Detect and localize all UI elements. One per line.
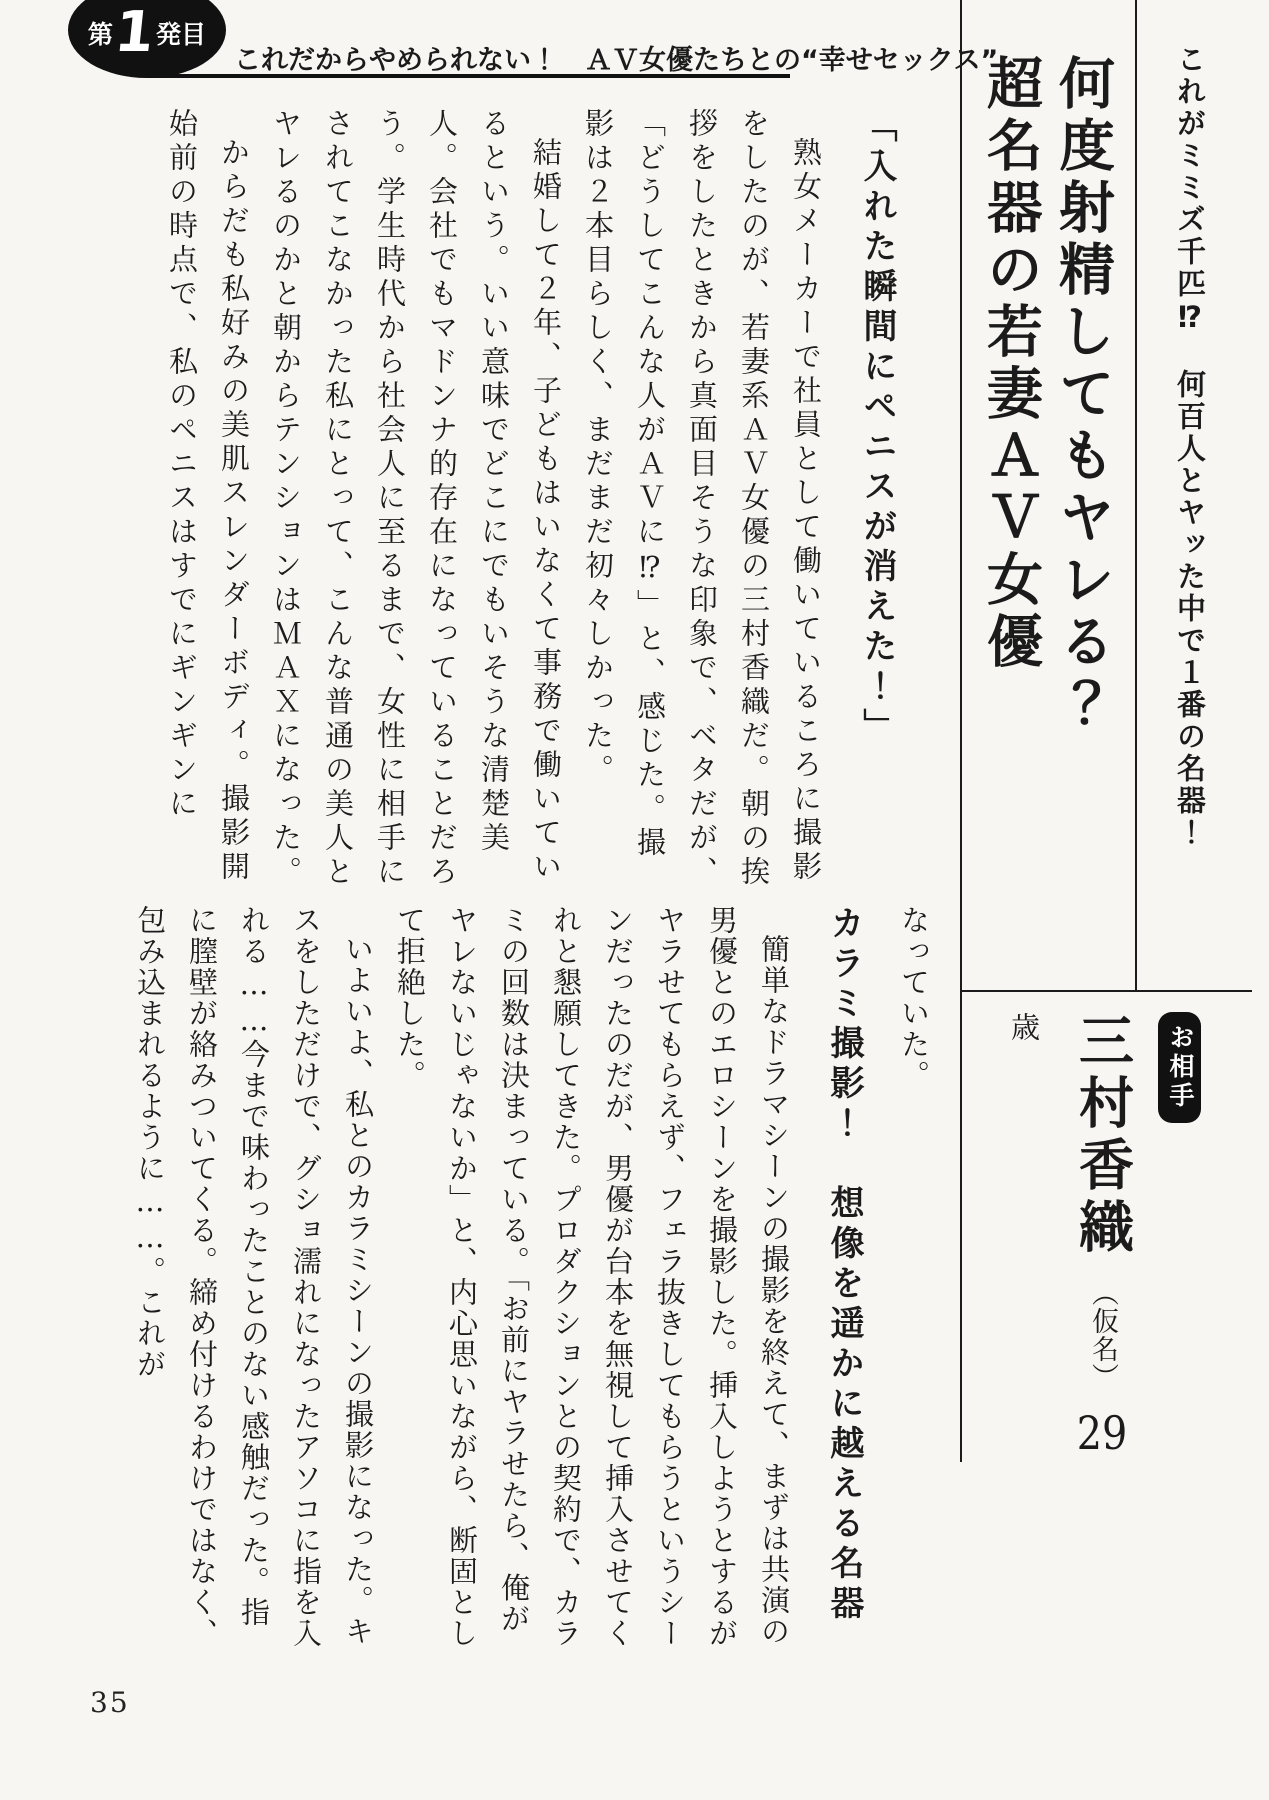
issue-badge-suffix: 発目 [155, 20, 206, 49]
lead-headline: これがミミズ千匹⁉ 何百人とヤッた中で１番の名器！ [1173, 44, 1207, 849]
issue-badge-prefix: 第 [88, 20, 114, 49]
article-title [975, 54, 1119, 764]
partner-age-number: 29 [1076, 1410, 1128, 1456]
paragraph: いよいよ、私とのカラミシーンの撮影になった。キスをしただけで、グショ濡れになったアソコに指を入れる……今まで味わったことのない感触だった。指に膣壁が絡みついてくる。締め付けるわけではなく、包み込まれるように……。これが [133, 905, 375, 1649]
paragraph-continuation: なっていた。 [897, 905, 931, 1091]
paragraph: 熟女メーカーで社員として働いているころに撮影をしたのが、若妻系ＡＶ女優の三村香織だ。朝の挨拶をしたときから真面目そうな印象で、ベタだが、「どうしてこんな人がＡＶに⁉」と、感じた。撮影は２本目らしく、まだまだ初々しかった。 [581, 108, 823, 890]
issue-badge-number: 1 [111, 0, 158, 65]
paragraph: 簡単なドラマシーンの撮影を終えて、まずは共演の男優とのエロシーンを撮影した。挿入しようとするがヤラせてもらえず、フェラ抜きしてもらうというシーンだったのだが、男優が台本を無視して挿入させてくれと懇願してきた。プロダクションとの契約で、カラミの回数は決まっている。「お前にヤラせたら、俺がヤレないじゃないか」と、内心思いながら、断固として拒絶した。 [393, 905, 791, 1649]
article-section-1 [78, 108, 908, 890]
article-title-line1: 何度射精してもヤレる？ [1050, 54, 1116, 736]
partner-info [985, 1012, 1219, 1472]
partner-name: 三村香織 [1070, 1012, 1135, 1260]
partner-age-suffix: 歳 [1007, 1012, 1041, 1041]
paragraph: からだも私好みの美肌スレンダーボディ。撮影開始前の時点で、私のペニスはすでにギンギンに [165, 108, 251, 885]
article-title-line2: 超名器の若妻ＡＶ女優 [978, 54, 1044, 674]
section-1-subtitle: 「入れた瞬間にペニスが消えた！」 [857, 108, 897, 748]
vertical-rule-inner [960, 0, 962, 1462]
section-2-subtitle: カラミ撮影！ 想像を遥かに越える名器 [824, 905, 864, 1625]
issue-number-badge [68, 0, 226, 78]
horizontal-rule [960, 990, 1252, 992]
paragraph: 結婚して２年、子どもはいなくて事務で働いているという。いい意味でどこにでもいそうな清楚美人。会社でもマドンナ的存在になっていることだろう。学生時代から社会人に至るまで、女性に相手にされてこなかった私にとって、こんな普通の美人とヤレるのかと朝からテンションはＭＡＸになった。 [269, 108, 563, 890]
partner-name-note: （仮名） [1087, 1279, 1118, 1391]
partner-label-badge: お相手 [1158, 1012, 1201, 1123]
vertical-rule-outer [1135, 0, 1137, 992]
series-title: これだからやめられない！ ＡＶ女優たちとの“幸せセックス” [234, 45, 999, 76]
article-section-2 [78, 905, 940, 1653]
page-number: 35 [90, 1686, 130, 1719]
partner-line [985, 1012, 1141, 1472]
